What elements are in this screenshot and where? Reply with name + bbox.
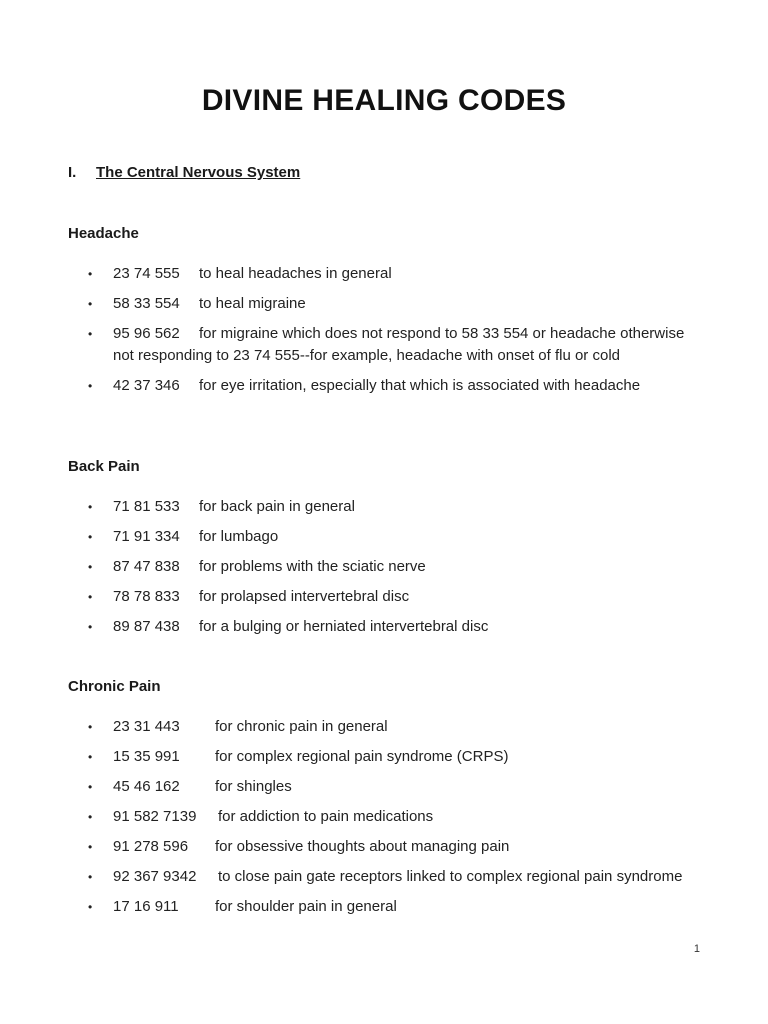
list-item xyxy=(88,776,698,798)
list-item xyxy=(88,526,698,548)
healing-code: 71 91 334 xyxy=(113,528,180,545)
healing-code: 71 81 533 xyxy=(113,498,180,515)
code-description: for eye irritation, especially that which is associated with headache xyxy=(199,377,641,394)
healing-code: 87 47 838 xyxy=(113,558,180,575)
list-item xyxy=(88,556,698,578)
code-description: for lumbago xyxy=(199,528,279,545)
healing-code: 23 74 555 xyxy=(113,265,180,282)
list-item xyxy=(88,806,698,828)
list-item xyxy=(88,746,698,768)
list-item xyxy=(88,496,698,518)
group-heading-chronic-pain: Chronic Pain xyxy=(68,678,161,695)
list-item xyxy=(88,293,698,315)
list-item xyxy=(88,586,698,608)
healing-code: 15 35 991 xyxy=(113,748,180,765)
page-number: 1 xyxy=(693,943,700,955)
code-description: for shingles xyxy=(215,778,292,795)
code-description: for complex regional pain syndrome (CRPS) xyxy=(215,748,509,765)
healing-code: 95 96 562 xyxy=(113,325,180,342)
code-description: to close pain gate receptors linked to complex regional pain syndrome xyxy=(218,868,683,885)
code-description: for migraine which does not respond to 58 33 554 or headache otherwise not responding to 23 74 555--for example, headache with onset of flu or cold xyxy=(113,325,685,364)
code-description: to heal headaches in general xyxy=(199,265,392,282)
healing-code: 58 33 554 xyxy=(113,295,180,312)
code-description: for chronic pain in general xyxy=(215,718,388,735)
healing-code: 91 582 7139 xyxy=(113,808,197,825)
healing-code: 89 87 438 xyxy=(113,618,180,635)
code-description: for prolapsed intervertebral disc xyxy=(199,588,410,605)
healing-code: 17 16 911 xyxy=(113,898,179,915)
code-description: for obsessive thoughts about managing pain xyxy=(215,838,510,855)
code-description: for addiction to pain medications xyxy=(218,808,434,825)
group-heading-back-pain: Back Pain xyxy=(68,458,140,475)
healing-code: 42 37 346 xyxy=(113,377,180,394)
healing-code: 23 31 443 xyxy=(113,718,180,735)
list-item xyxy=(88,375,698,397)
list-item xyxy=(88,323,698,367)
code-list-back-pain xyxy=(88,496,698,646)
code-description: for a bulging or herniated intervertebral disc xyxy=(199,618,489,635)
code-description: for problems with the sciatic nerve xyxy=(199,558,426,575)
code-description: for shoulder pain in general xyxy=(215,898,397,915)
healing-code: 45 46 162 xyxy=(113,778,180,795)
code-description: for back pain in general xyxy=(199,498,355,515)
healing-code: 92 367 9342 xyxy=(113,868,197,885)
healing-code: 91 278 596 xyxy=(113,838,189,855)
code-list-headache xyxy=(88,263,698,405)
section-heading xyxy=(68,164,300,181)
list-item xyxy=(88,716,698,738)
list-item xyxy=(88,836,698,858)
list-item xyxy=(88,896,698,918)
list-item xyxy=(88,263,698,285)
healing-code: 78 78 833 xyxy=(113,588,180,605)
code-description: to heal migraine xyxy=(199,295,306,312)
code-list-chronic-pain xyxy=(88,716,698,926)
document-title: DIVINE HEALING CODES xyxy=(201,84,567,117)
section-title: The Central Nervous System xyxy=(96,164,301,181)
section-number: I. xyxy=(68,164,77,181)
list-item xyxy=(88,866,698,888)
group-heading-headache: Headache xyxy=(68,225,139,242)
list-item xyxy=(88,616,698,638)
